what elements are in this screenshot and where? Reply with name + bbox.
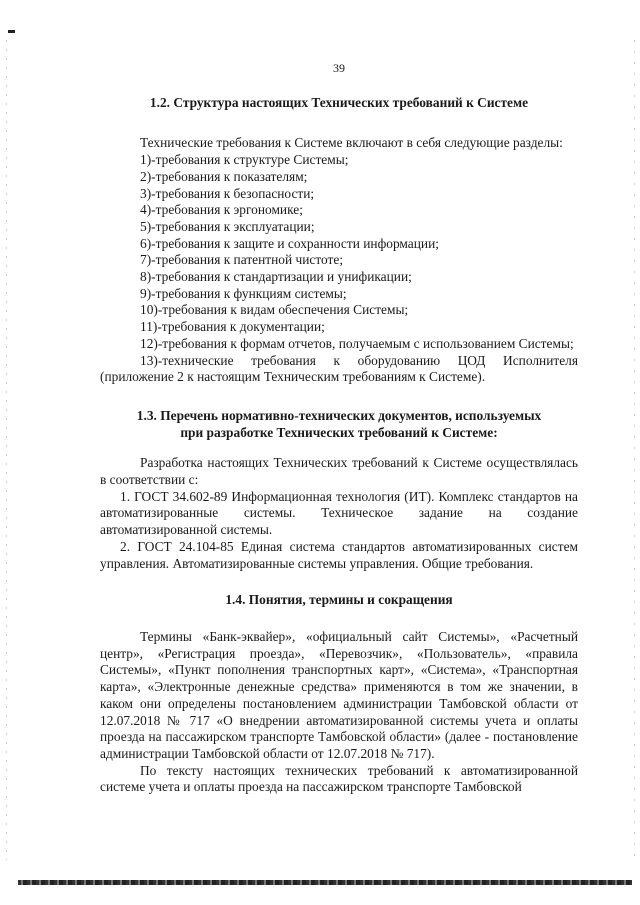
list-item: 9)-требования к функциям системы; <box>140 285 347 301</box>
list-item: 5)-требования к эксплуатации; <box>140 218 315 234</box>
list-item: 11)-требования к документации; <box>140 319 325 335</box>
list-item: 13)-технические требования к оборудованию ЦОД Исполнителя (приложение 2 к настоящим Техническим требованиям к Системе). <box>100 352 578 385</box>
section-1-3-heading-line1: 1.3. Перечень нормативно-технических документов, используемых <box>136 407 542 423</box>
list-item: 10)-требования к видам обеспечения Системы; <box>140 302 409 318</box>
section-1-3-intro: Разработка настоящих Технических требований к Системе осуществлялась в соответствии с: <box>100 455 578 488</box>
scan-edge-right <box>634 40 635 860</box>
list-item: 6)-требования к защите и сохранности информации; <box>140 235 439 251</box>
list-item: 7)-требования к патентной чистоте; <box>140 252 344 268</box>
normative-doc-1: 1. ГОСТ 34.602-89 Информационная технология (ИТ). Комплекс стандартов на автоматизированные системы. Техническое задание на создание автоматизированной системы. <box>100 488 578 538</box>
page-content <box>100 60 578 796</box>
section-1-4-terms-paragraph: Термины «Банк-эквайер», «официальный сайт Системы», «Расчетный центр», «Регистрация проезда», «Перевозчик», «Пользователь», «правила Системы», «Пункт пополнения транспортных карт», «Система», «Транспортная карта», «Электронные денежные средства» применяются в том же значении, в каком они определены постановлением администрации Тамбовской области от 12.07.2018 № 717 «О внедрении автоматизированной системы учета и оплаты проезда на пассажирском транспорте Тамбовской области» (далее - постановление администрации Тамбовской области от 12.07.2018 № 717). <box>100 628 578 761</box>
section-1-2-intro: Технические требования к Системе включают в себя следующие разделы: <box>140 135 563 151</box>
normative-doc-2: 2. ГОСТ 24.104-85 Единая система стандартов автоматизированных систем управления. Автоматизированные системы управления. Общие требования. <box>100 538 578 571</box>
section-1-4-heading: 1.4. Понятия, термины и сокращения <box>225 592 453 608</box>
list-item: 1)-требования к структуре Системы; <box>140 152 349 168</box>
list-item: 3)-требования к безопасности; <box>140 185 315 201</box>
list-item: 12)-требования к формам отчетов, получаемым с использованием Системы; <box>140 335 574 351</box>
scan-bottom-band <box>18 880 632 885</box>
list-item: 2)-требования к показателям; <box>140 168 308 184</box>
scan-edge-left <box>6 40 7 860</box>
scan-mark <box>8 30 15 33</box>
section-1-3-heading <box>100 408 578 441</box>
section-1-4-second-paragraph: По тексту настоящих технических требований к автоматизированной системе учета и оплаты проезда на пассажирском транспорте Тамбовской <box>100 762 578 795</box>
section-1-2-heading: 1.2. Структура настоящих Технических требований к Системе <box>149 94 529 110</box>
section-1-3-heading-line2: при разработке Технических требований к Системе: <box>180 424 498 440</box>
page-number: 39 <box>333 61 345 75</box>
list-item: 8)-требования к стандартизации и унификации; <box>140 269 412 285</box>
list-item: 4)-требования к эргономике; <box>140 202 303 218</box>
requirements-list <box>100 152 578 386</box>
